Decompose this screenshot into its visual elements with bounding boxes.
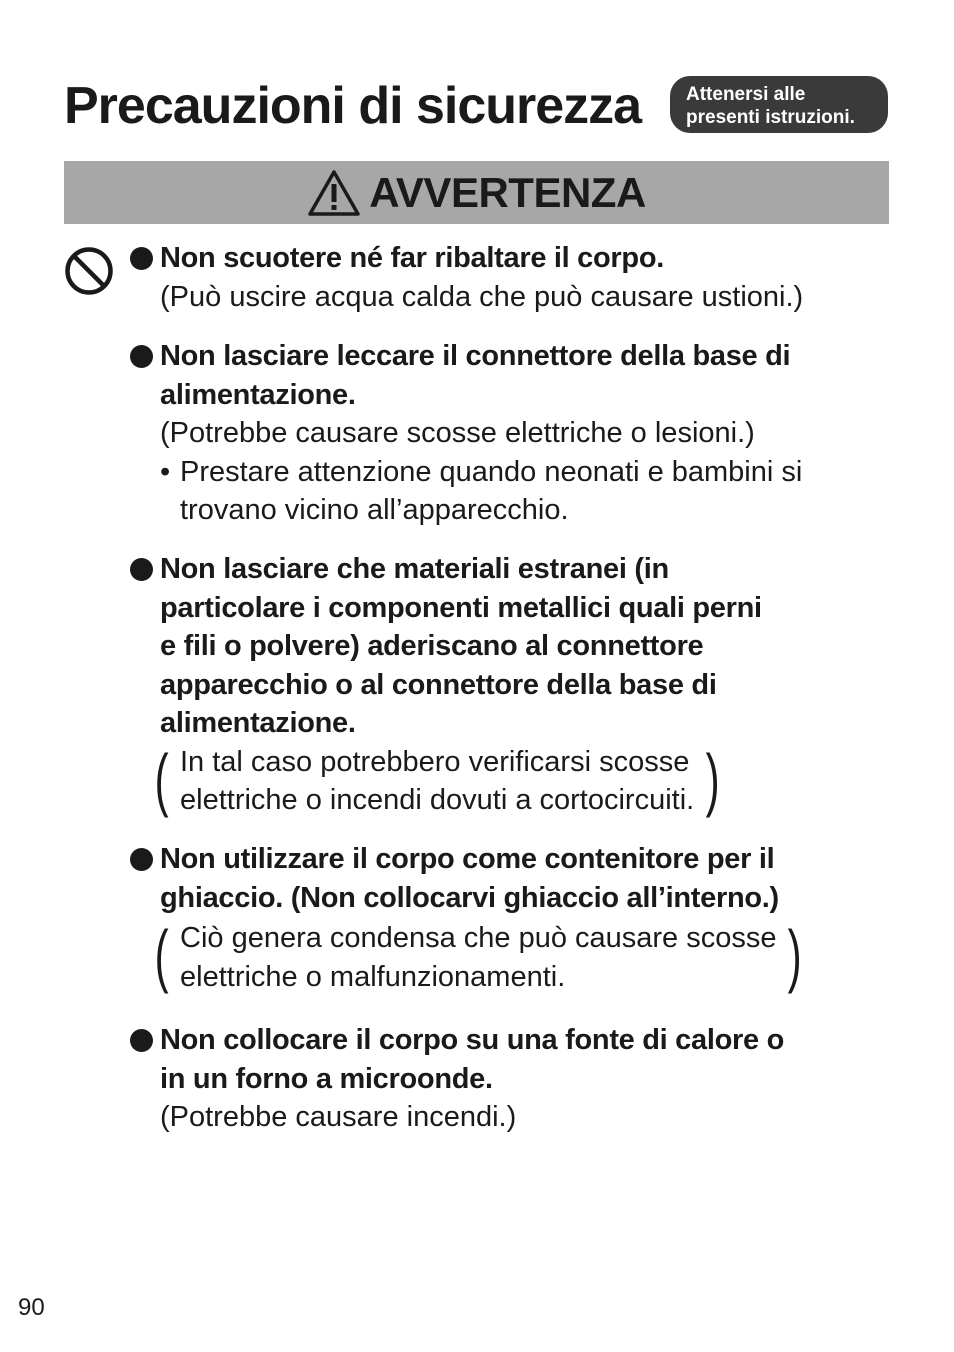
item-note: (Potrebbe causare incendi.) — [160, 1101, 517, 1133]
item-heading: e fili o polvere) aderiscano al connettore — [160, 630, 704, 662]
warning-triangle-icon — [307, 169, 361, 217]
paren-open: ( — [154, 739, 169, 818]
sub-point — [160, 453, 900, 530]
bullet-icon — [130, 848, 153, 871]
item-note: Ciò genera condensa che può causare scosse — [180, 922, 777, 954]
paren-close: ) — [787, 916, 802, 994]
instruction-badge — [670, 76, 888, 133]
page-number: 90 — [18, 1294, 45, 1321]
bullet-icon — [130, 247, 153, 270]
warning-item — [160, 239, 900, 316]
item-heading: in un forno a microonde. — [160, 1062, 493, 1095]
page-title: Precauzioni di sicurezza — [64, 77, 642, 135]
item-heading: Non collocare il corpo su una fonte di calore o — [160, 1024, 784, 1056]
bullet-icon — [130, 345, 153, 368]
bullet-icon — [130, 558, 153, 581]
item-heading: alimentazione. — [160, 378, 356, 411]
item-note: elettriche o malfunzionamenti. — [180, 960, 566, 993]
paren-close: ) — [705, 739, 720, 818]
item-note: (Può uscire acqua calda che può causare ustioni.) — [160, 280, 804, 313]
item-note: elettriche o incendi dovuti a cortocircuiti. — [180, 784, 695, 816]
item-heading: Non lasciare che materiali estranei (in — [160, 553, 669, 585]
warning-item — [154, 840, 900, 996]
badge-line: Attenersi alle — [686, 84, 806, 105]
paren-open: ( — [154, 916, 169, 994]
item-heading: ghiaccio. (Non collocarvi ghiaccio all’interno.) — [160, 881, 779, 914]
sub-point-text: trovano vicino all’apparecchio. — [180, 494, 569, 526]
warning-item — [160, 337, 900, 530]
warning-item — [154, 550, 900, 820]
bullet-icon — [130, 1029, 153, 1052]
sub-point-text: Prestare attenzione quando neonati e bambini si — [180, 455, 803, 488]
item-note: In tal caso potrebbero verificarsi scosse — [180, 745, 690, 778]
parenthetical-note — [154, 916, 803, 996]
prohibited-icon — [64, 246, 114, 296]
warning-label: AVVERTENZA — [369, 168, 646, 216]
parenthetical-note — [154, 739, 720, 820]
warning-banner — [64, 161, 889, 224]
warning-item — [160, 1021, 900, 1137]
item-heading: Non scuotere né far ribaltare il corpo. — [160, 242, 664, 274]
item-note: (Potrebbe causare scosse elettriche o lesioni.) — [160, 417, 755, 449]
item-heading: Non lasciare leccare il connettore della base di — [160, 340, 791, 372]
item-heading: particolare i componenti metallici quali perni — [160, 591, 762, 624]
item-heading: alimentazione. — [160, 707, 356, 739]
item-heading: apparecchio o al connettore della base di — [160, 668, 717, 701]
sub-bullet: • — [160, 455, 171, 488]
badge-line: presenti istruzioni. — [686, 107, 855, 128]
item-heading: Non utilizzare il corpo come contenitore per il — [160, 843, 775, 875]
